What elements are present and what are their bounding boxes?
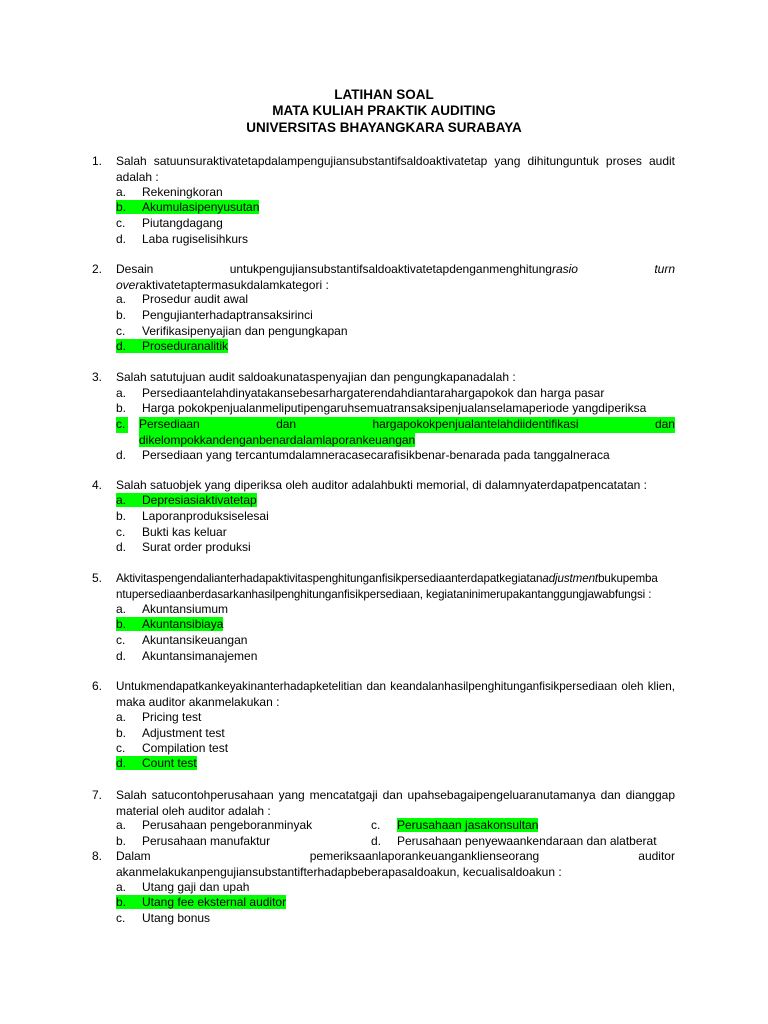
question-stem: Salah satucontohperusahaan yang mencatatgaji dan upahsebagaipengeluaranutamanya dan dianggap material oleh auditor adalah : <box>116 788 675 818</box>
question-stem: Salah satuunsuraktivatetapdalampengujiansubstantifsaldoaktivatetap yang dihitunguntuk proses audit adalah : <box>116 154 675 184</box>
question-number: 3. <box>92 370 103 384</box>
question-stem: Salah satutujuan audit saldoakunataspenyajian dan pengungkapanadalah : <box>116 370 516 384</box>
option-d: d. Proseduranalitik <box>116 339 229 353</box>
option-c: c. Akuntansikeuangan <box>116 633 248 647</box>
option-c: c. Perusahaan jasakonsultan <box>371 818 539 832</box>
course-title: MATA KULIAH PRAKTIK AUDITING <box>272 103 496 118</box>
option-c: c. Bukti kas keluar <box>116 525 227 539</box>
question-stem: Aktivitaspengendalianterhadapaktivitaspenghitunganfisikpersediaanterdapatkegiatanadjustmentbukupemba ntupersediaanberdasarkanhasilpenghitunganfisikpersediaan, kegiataninimerupakantanggungjawabfungsi : <box>116 572 658 601</box>
question-stem: Dalam pemeriksaanlaporankeuanganklienseorang auditor akanmelakukanpengujiansubstantifterhadapbeberapasaldoakun, kecualisaldoakun : <box>116 849 675 879</box>
option-c: c. Compilation test <box>116 741 229 755</box>
option-d: d. Count test <box>116 756 197 770</box>
option-c: c. Persediaan dan hargapokokpenjualantelahdiidentifikasi dan dikelompokkandenganbenardalamlaporankeuangan <box>116 417 675 447</box>
option-b: b. Harga pokokpenjualanmeliputipengaruhsemuatransaksipenjualanselamaperiode yangdiperiksa <box>116 401 647 415</box>
option-a: a. Rekeningkoran <box>116 185 223 199</box>
option-d: d. Persediaan yang tercantumdalamneracasecarafisikbenar-benarada pada tanggalneraca <box>116 448 610 462</box>
university-title: UNIVERSITAS BHAYANGKARA SURABAYA <box>246 120 522 135</box>
option-b: b. Pengujianterhadaptransaksirinci <box>116 308 313 322</box>
option-b: b. Utang fee eksternal auditor <box>116 895 287 909</box>
question-number: 8. <box>92 849 103 863</box>
question-number: 5. <box>92 571 103 585</box>
option-a: a. Persediaantelahdinyatakansebesarhargaterendahdiantarahargapokok dan harga pasar <box>116 386 605 400</box>
question-stem: Untukmendapatkankeyakinanterhadapketelitian dan keandalanhasilpenghitunganfisikpersediaan oleh klien, maka auditor akanmelakukan : <box>116 680 675 709</box>
option-b: b. Akuntansibiaya <box>116 617 224 631</box>
question-stem: Desain untukpengujiansubstantifsaldoaktivatetapdenganmenghitungrasio turn overaktivatetaptermasukdalamkategori : <box>116 262 675 292</box>
question-number: 2. <box>92 262 103 276</box>
option-d: d. Perusahaan penyewaankendaraan dan alatberat <box>371 834 657 848</box>
question-number: 6. <box>92 679 103 693</box>
option-b: b. Perusahaan manufaktur <box>116 834 271 848</box>
option-d: d. Surat order produksi <box>116 540 251 554</box>
option-a: a. Utang gaji dan upah <box>116 880 250 894</box>
option-d: d. Akuntansimanajemen <box>116 649 258 663</box>
option-a: a. Prosedur audit awal <box>116 292 249 306</box>
question-number: 4. <box>92 478 103 492</box>
option-b: b. Laporanproduksiselesai <box>116 509 269 523</box>
option-c: c. Piutangdagang <box>116 216 223 230</box>
option-a: a. Pricing test <box>116 710 202 724</box>
option-d: d. Laba rugiselisihkurs <box>116 232 249 246</box>
question-number: 1. <box>92 154 103 168</box>
option-c: c. Verifikasipenyajian dan pengungkapan <box>116 324 348 338</box>
option-a: a. Depresiasiaktivatetap <box>116 493 257 507</box>
option-b: b. Akumulasipenyusutan <box>116 200 260 214</box>
option-a: a. Perusahaan pengeboranminyak <box>116 818 313 832</box>
option-b: b. Adjustment test <box>116 726 225 740</box>
doc-title: LATIHAN SOAL <box>334 87 434 102</box>
question-number: 7. <box>92 788 103 802</box>
option-a: a. Akuntansiumum <box>116 602 229 616</box>
option-c: c. Utang bonus <box>116 911 211 925</box>
question-stem: Salah satuobjek yang diperiksa oleh auditor adalahbukti memorial, di dalamnyaterdapatpencatatan : <box>116 478 648 492</box>
